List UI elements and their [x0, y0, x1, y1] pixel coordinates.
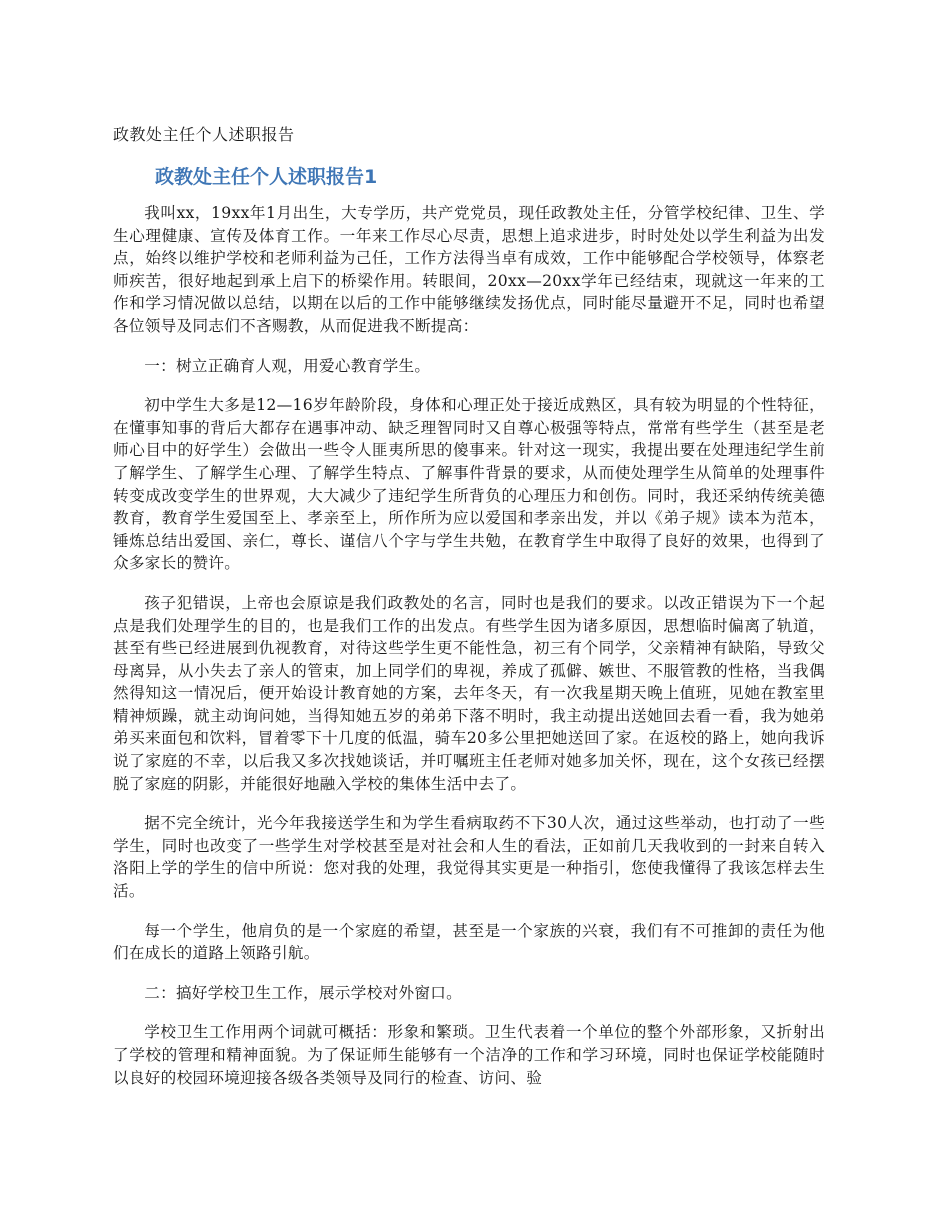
paragraph-hygiene: 学校卫生工作用两个词就可概括：形象和繁琐。卫生代表着一个单位的整个外部形象，又折射出了学校的管理和精神面貌。为了保证师生能够有一个洁净的工作和学习环境，同时也保证学校能随时以良好的校园环境迎接各级各类领导及同行的检查、访问、验 [113, 1023, 825, 1087]
paragraph-mistakes: 孩子犯错误，上帝也会原谅是我们政教处的名言，同时也是我们的要求。以改正错误为下一个起点是我们处理学生的目的，也是我们工作的出发点。有些学生因为诸多原因，思想临时偏离了轨道，甚至有些已经进展到仇视教育，对待这些学生更不能性急，初三有个同学，父亲精神有缺陷，导致父母离异，从小失去了亲人的管束，加上同学们的卑视，养成了孤僻、嫉世、不服管教的性格，当我偶然得知这一情况后，便开始设计教育她的方案，去年冬天，有一次我星期天晚上值班，见她在教室里精神烦躁，就主动询问她，当得知她五岁的弟弟下落不明时，我主动提出送她回去看一看，我为她弟弟买来面包和饮料，冒着零下十几度的低温，骑车20多公里把她送回了家。在返校的路上，她向我诉说了家庭的不幸，以后我又多次找她谈话，并叮嘱班主任老师对她多加关怀，现在，这个女孩已经摆脱了家庭的阴影，并能很好地融入学校的集体生活中去了。 [113, 593, 825, 793]
document-page [113, 124, 825, 1106]
paragraph-section-one-title: 一：树立正确育人观，用爱心教育学生。 [144, 356, 431, 375]
section-heading: 政教处主任个人述职报告1 [155, 166, 378, 188]
paragraph-intro: 我叫xx，19xx年1月出生，大专学历，共产党党员，现任政教处主任，分管学校纪律、卫生、学生心理健康、宣传及体育工作。一年来工作尽心尽责，思想上追求进步，时时处处以学生利益为出发点，始终以维护学校和老师利益为己任，工作方法得当卓有成效，工作中能够配合学校领导，体察老师疾苦，很好地起到承上启下的桥梁作用。转眼间，20xx—20xx学年已经结束，现就这一年来的工作和学习情况做以总结，以期在以后的工作中能够继续发扬优点，同时能尽量避开不足，同时也希望各位领导及同志们不吝赐教，从而促进我不断提高： [113, 204, 825, 335]
paragraph-responsibility: 每一个学生，他肩负的是一个家庭的希望，甚至是一个家族的兴衰，我们有不可推卸的责任为他们在成长的道路上领路引航。 [113, 921, 825, 963]
paragraph-statistics: 据不完全统计，光今年我接送学生和为学生看病取药不下30人次，通过这些举动，也打动了一些学生，同时也改变了一些学生对学校甚至是对社会和人生的看法，正如前几天我收到的一封来自转入洛阳上学的学生的信中所说：您对我的处理，我觉得其实更是一种指引，您使我懂得了我该怎样去生活。 [113, 814, 825, 901]
paragraph-student-age: 初中学生大多是12—16岁年龄阶段，身体和心理正处于接近成熟区，具有较为明显的个性特征，在懂事知事的背后大都存在遇事冲动、缺乏理智同时又自尊心极强等特点，常常有些学生（甚至是老师心目中的好学生）会做出一些令人匪夷所思的傻事来。针对这一现实，我提出要在处理违纪学生前了解学生、了解学生心理、了解学生特点、了解事件背景的要求，从而使处理学生从简单的处理事件转变成改变学生的世界观，大大减少了违纪学生所背负的心理压力和创伤。同时，我还采纳传统美德教育，教育学生爱国至上、孝亲至上，所作所为应以爱国和孝亲出发，并以《弟子规》读本为范本，锤炼总结出爱国、亲仁，尊长、谨信八个字与学生共勉，在教育学生中取得了良好的效果，也得到了众多家长的赞许。 [113, 396, 825, 573]
paragraph-section-two-title: 二：搞好学校卫生工作，展示学校对外窗口。 [144, 983, 463, 1002]
document-title: 政教处主任个人述职报告 [113, 125, 295, 144]
